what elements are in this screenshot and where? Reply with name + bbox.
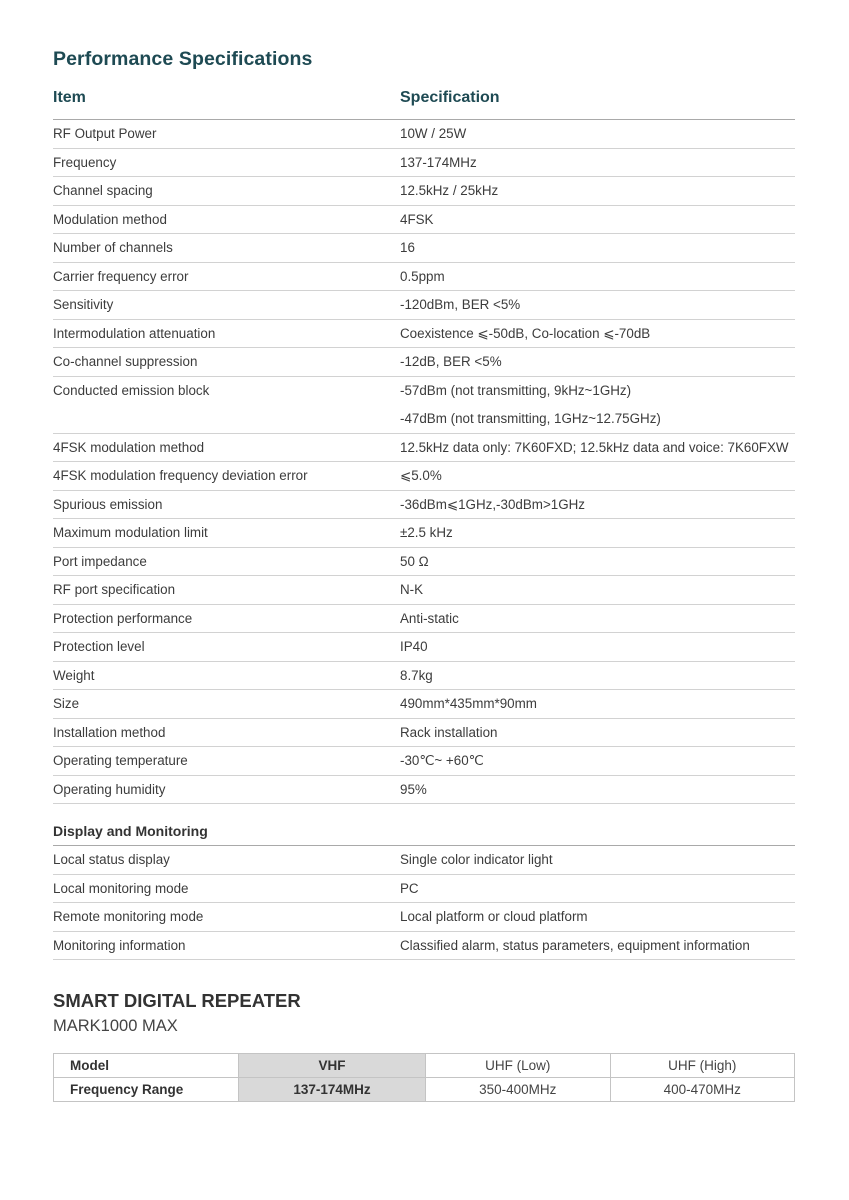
row-item: Protection performance [53, 610, 193, 626]
table-row [53, 434, 795, 463]
row-item: Carrier frequency error [53, 268, 189, 284]
row-specification: 95% [400, 781, 427, 797]
table-row [53, 377, 795, 434]
model-row-label: Model [54, 1054, 239, 1078]
row-specification: Classified alarm, status parameters, equipment information [400, 937, 750, 953]
row-specification: 50 Ω [400, 553, 429, 569]
model-cell: VHF [239, 1054, 426, 1078]
table-row [53, 662, 795, 691]
table-row [53, 462, 795, 491]
row-specification: PC [400, 880, 419, 896]
table-row [53, 491, 795, 520]
row-specification: -120dBm, BER <5% [400, 297, 521, 312]
row-item: RF Output Power [53, 126, 157, 141]
row-item: Intermodulation attenuation [53, 325, 216, 341]
row-specification: 490mm*435mm*90mm [400, 696, 537, 711]
row-specification: 16 [400, 240, 415, 255]
row-item: Weight [53, 667, 95, 683]
row-specification: 4FSK [400, 211, 434, 227]
row-specification: Rack installation [400, 724, 498, 740]
table-row [53, 234, 795, 263]
table-row [53, 120, 795, 149]
row-item: Modulation method [53, 211, 167, 227]
row-item: Channel spacing [53, 183, 153, 198]
table-row [53, 206, 795, 235]
row-item: Sensitivity [53, 297, 114, 312]
row-item: Monitoring information [53, 937, 186, 953]
page-title: Performance Specifications [53, 48, 313, 70]
row-specification: ±2.5 kHz [400, 525, 453, 540]
row-item: Frequency [53, 154, 117, 170]
row-item: Remote monitoring mode [53, 909, 204, 924]
section-heading-text: Display and Monitoring [53, 823, 208, 839]
table-row [53, 605, 795, 634]
row-item: 4FSK modulation method [53, 439, 205, 455]
table-row [53, 576, 795, 605]
model-table [53, 1053, 795, 1102]
row-item: Maximum modulation limit [53, 525, 208, 540]
model-cell: 400-470MHz [610, 1078, 795, 1102]
model-row-label: Frequency Range [54, 1078, 239, 1102]
row-specification: 12.5kHz / 25kHz [400, 183, 499, 198]
table-row [53, 747, 795, 776]
table-row [53, 903, 795, 932]
header-specification: Specification [400, 89, 500, 106]
row-item: Co-channel suppression [53, 354, 198, 369]
table-row [53, 776, 795, 805]
row-specification: 10W / 25W [400, 126, 467, 141]
row-item: Spurious emission [53, 496, 163, 512]
table-header [53, 86, 795, 120]
row-specification: N-K [400, 582, 424, 597]
row-specification: 12.5kHz data only: 7K60FXD; 12.5kHz data and voice: 7K60FXW [400, 439, 789, 455]
row-item: Operating temperature [53, 753, 188, 768]
row-item: Local status display [53, 852, 170, 867]
row-specification: IP40 [400, 639, 428, 654]
row-item: Conducted emission block [53, 382, 210, 398]
row-specification: Single color indicator light [400, 852, 553, 867]
model-cell: UHF (High) [610, 1054, 795, 1078]
row-item: Number of channels [53, 240, 173, 255]
table-row [53, 690, 795, 719]
row-specification: -57dBm (not transmitting, 9kHz~1GHz) [400, 382, 632, 398]
table-row [53, 263, 795, 292]
table-row [53, 932, 795, 961]
row-item: Port impedance [53, 553, 147, 569]
table-row [53, 846, 795, 875]
display-section-heading [53, 804, 795, 846]
row-specification: ⩽5.0% [400, 468, 442, 483]
product-model: MARK1000 MAX [53, 1017, 178, 1035]
row-specification: Coexistence ⩽-50dB, Co-location ⩽-70dB [400, 325, 651, 341]
table-row [53, 348, 795, 377]
row-item: Operating humidity [53, 781, 166, 797]
row-item: Size [53, 696, 80, 711]
row-specification: -30℃~ +60℃ [400, 753, 484, 768]
row-item: Local monitoring mode [53, 880, 189, 896]
row-specification: 0.5ppm [400, 268, 445, 284]
performance-table [53, 120, 795, 960]
model-table-row [54, 1078, 795, 1102]
model-table-row [54, 1054, 795, 1078]
row-item: Protection level [53, 639, 145, 654]
model-cell: 350-400MHz [426, 1078, 611, 1102]
row-specification: Anti-static [400, 610, 459, 626]
table-row [53, 177, 795, 206]
row-specification: -12dB, BER <5% [400, 354, 502, 369]
table-row [53, 291, 795, 320]
table-row [53, 633, 795, 662]
table-row [53, 875, 795, 904]
model-cell: UHF (Low) [426, 1054, 611, 1078]
row-specification: Local platform or cloud platform [400, 909, 588, 924]
table-row [53, 519, 795, 548]
table-row [53, 320, 795, 349]
model-cell: 137-174MHz [239, 1078, 426, 1102]
row-specification: -47dBm (not transmitting, 1GHz~12.75GHz) [400, 410, 661, 426]
row-specification: -36dBm⩽1GHz,-30dBm>1GHz [400, 496, 585, 512]
table-row [53, 149, 795, 178]
row-item: 4FSK modulation frequency deviation error [53, 468, 308, 483]
row-specification: 137-174MHz [400, 154, 477, 170]
table-row [53, 719, 795, 748]
row-item: Installation method [53, 724, 166, 740]
row-specification: 8.7kg [400, 667, 433, 683]
table-row [53, 548, 795, 577]
product-title: SMART DIGITAL REPEATER [53, 990, 301, 1011]
row-item: RF port specification [53, 582, 176, 597]
header-item: Item [53, 89, 86, 106]
